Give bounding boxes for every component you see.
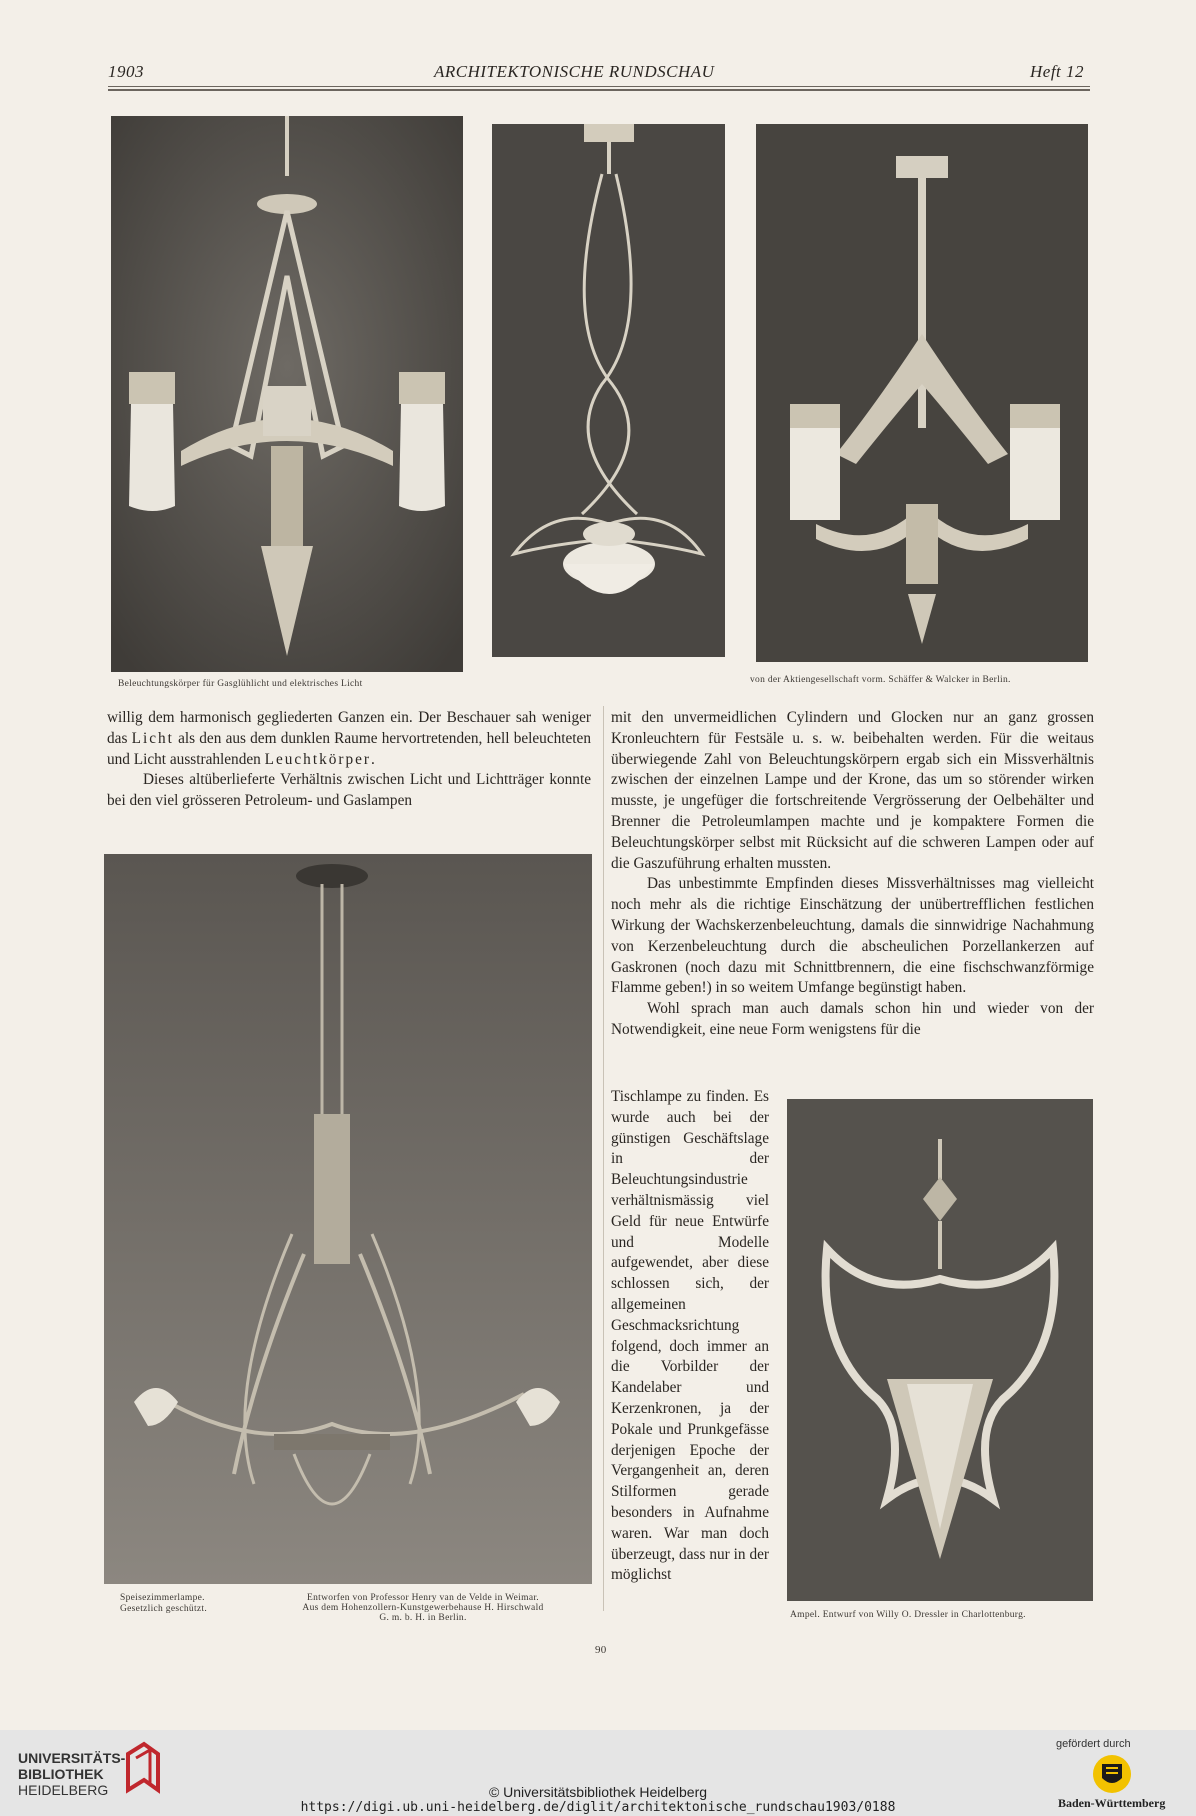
left-p1-spaced-leuchtkoerper: Leuchtkörper [264, 750, 372, 768]
right-paragraph-2: Das unbestimmte Empfinden dieses Missverhältnisses mag vielleicht noch mehr als die richtige Einschätzung der unübertrefflichen festlichen Wirkung der Wachskerzenbeleuchtung, damals die sinnwidrige Nachahmung von Kerzenbeleuchtung durch die abscheulichen Porzellankerzen auf Gaskronen (noch dazu mit Schnittbrennern, die eine fischschwanzförmige Flamme geben!) in so weitem Umfange begünstigt haben. [611, 875, 1094, 997]
right-paragraph-3-continued: Tischlampe zu finden. Es wurde auch bei der günstigen Geschäftslage in der Beleuchtungsindustrie verhältnismässig viel Geld für neue Entwürfe und Modelle aufgewendet, aber diese schlossen sich, der allgemeinen Geschmacksrichtung folgend, doch immer an die Vorbilder der Kandelaber und Kerzenkronen, ja der Pokale und Prunkgefässe derjenigen Epoche der Vergangenheit an, deren Stilformen gerade besonders in Aufnahme waren. War man doch überzeugt, dass nur in der möglichst [611, 1088, 769, 1584]
header-rule-double [108, 89, 1090, 91]
library-name-line3: HEIDELBERG [18, 1782, 109, 1798]
right-paragraph-3: Wohl sprach man auch damals schon hin und wieder von der Notwendigkeit, eine neue Form wenigstens für die [611, 1000, 1094, 1038]
caption-top-left: Beleuchtungskörper für Gasglühlicht und elektrisches Licht [118, 679, 363, 689]
right-paragraph-1: mit den unvermeidlichen Cylindern und Glocken nur an ganz grossen Kronleuchtern für Festsäle u. s. w. beibehalten werden. Für die weitaus überwiegende Zahl von Beleuchtungskörpern ergab sich ein Missverhältnis zwischen der einzelnen Lampe und der Krone, das um so störender wirken musste, je ungefüger die fortschreitende Vergrösserung der Oelbehälter und Brenner die Petroleumlampen machte und je kompaktere Formen die Beleuchtungskörper selbst mit Rücksicht auf die schweren Lampen oder auf die Gaszuführung erhalten mussten. [611, 709, 1094, 872]
photo-hanging-lamp [492, 124, 725, 657]
column-divider [603, 706, 604, 1611]
left-p1-spaced-licht: Licht [131, 729, 174, 747]
page-number: 90 [595, 1644, 607, 1656]
caption-designer-line2: Aus dem Hohenzollern-Kunstgewerbehause H. Hirschwald [302, 1603, 544, 1613]
header-year: 1903 [108, 62, 144, 81]
funding-label: gefördert durch [1056, 1738, 1131, 1750]
photo-dining-room-lamp [104, 854, 592, 1584]
photo-chandelier-electric [756, 124, 1088, 662]
photo-ampel [787, 1099, 1093, 1601]
library-name-line1: UNIVERSITÄTS- [18, 1750, 126, 1766]
left-p1-b: als den aus dem dunklen Raume hervortretenden, hell beleuchteten und Licht ausstrahlenden [107, 729, 591, 768]
left-p1-a: willig dem harmonisch gegliederten Ganzen ein. Der Beschauer sah weniger das [107, 709, 591, 747]
caption-designer-line3: G. m. b. H. in Berlin. [379, 1613, 467, 1623]
left-column-text [107, 708, 591, 812]
header-rule [108, 86, 1090, 87]
left-p1-c: . [371, 750, 375, 768]
caption-designer-line1: Entworfen von Professor Henry van de Velde in Weimar. [307, 1593, 539, 1603]
caption-dining-lamp-protected: Gesetzlich geschützt. [120, 1604, 208, 1614]
permalink-url[interactable]: https://digi.ub.uni-heidelberg.de/diglit/architektonische_rundschau1903/0188 [300, 1800, 896, 1815]
caption-dining-lamp-designer [268, 1593, 578, 1623]
right-column-narrow-text [611, 1087, 769, 1586]
caption-ampel: Ampel. Entwurf von Willy O. Dressler in Charlottenburg. [790, 1610, 1026, 1620]
left-paragraph-2: Dieses altüberlieferte Verhältnis zwischen Licht und Lichtträger konnte bei den viel grösseren Petroleum- und Gaslampen [107, 771, 591, 810]
header-journal-title: ARCHITEKTONISCHE RUNDSCHAU [434, 62, 715, 81]
copyright-notice: © Universitätsbibliothek Heidelberg [488, 1784, 708, 1800]
header-issue: Heft 12 [1030, 62, 1085, 81]
caption-dining-lamp-title: Speisezimmerlampe. [120, 1593, 205, 1603]
caption-top-right: von der Aktiengesellschaft vorm. Schäffer & Walcker in Berlin. [750, 675, 1011, 685]
right-column-text [611, 708, 1094, 1041]
photo-chandelier-gas [111, 116, 463, 672]
state-name: Baden-Württemberg [1058, 1796, 1166, 1810]
library-name-line2: BIBLIOTHEK [18, 1766, 104, 1782]
